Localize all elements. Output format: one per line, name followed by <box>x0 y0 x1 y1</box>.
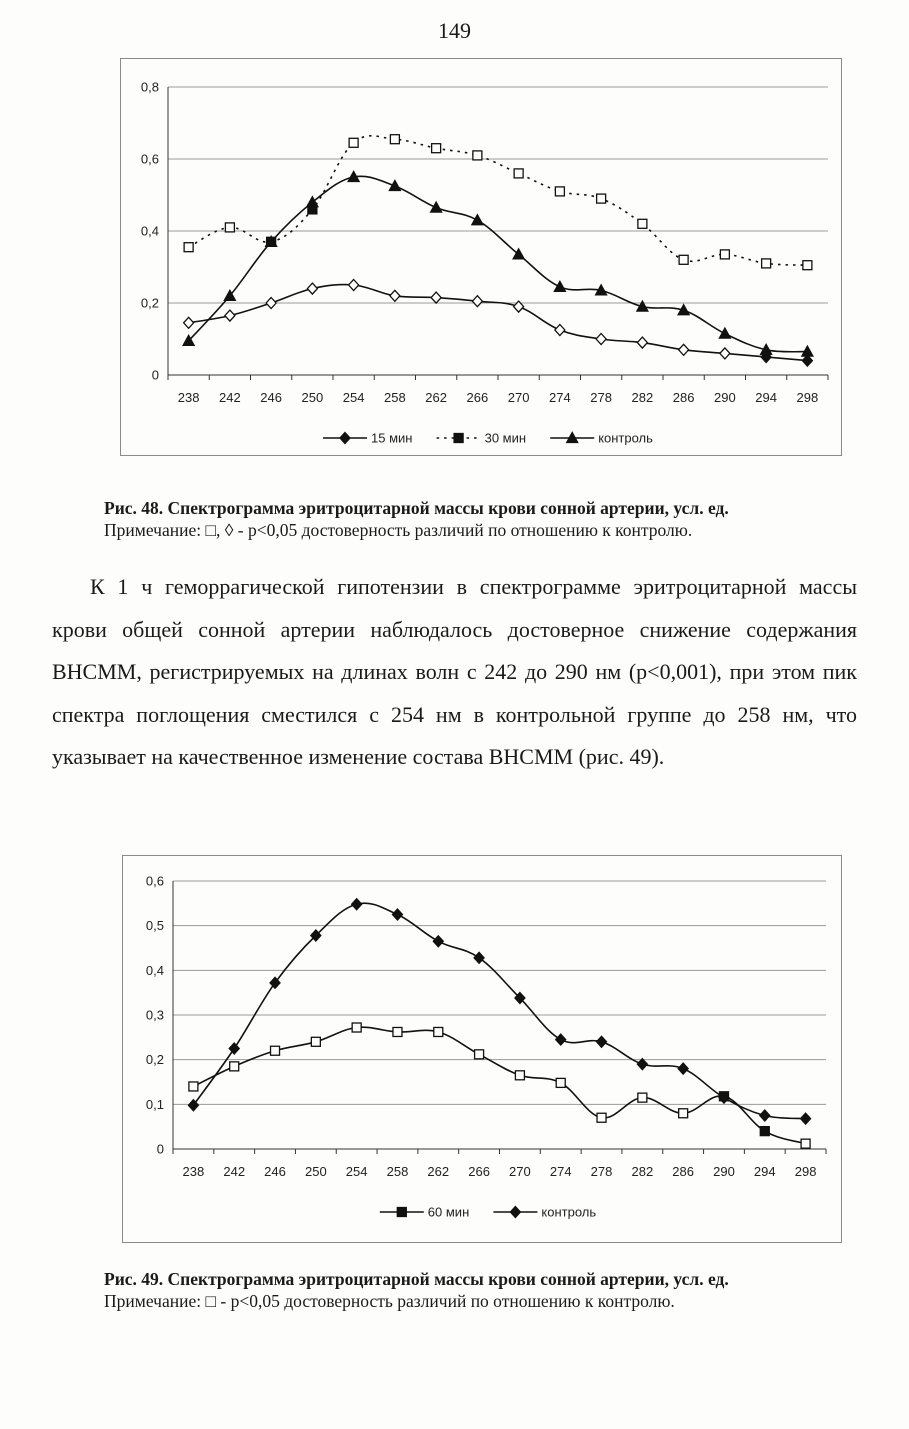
y-tick-label: 0,6 <box>145 873 164 889</box>
y-tick-label: 0,4 <box>140 223 159 239</box>
data-point <box>556 1078 565 1087</box>
series-line-3 <box>189 176 808 352</box>
x-tick-label: 262 <box>425 390 447 405</box>
figure-49-caption <box>104 1268 864 1312</box>
data-point <box>597 1113 606 1122</box>
legend-marker <box>510 1207 520 1218</box>
figure-49-plot <box>123 856 841 1242</box>
data-point <box>637 1059 647 1070</box>
y-tick-label: 0,2 <box>140 295 159 311</box>
figure-49-chart <box>122 855 842 1243</box>
x-tick-label: 242 <box>223 1164 246 1179</box>
legend-label: 60 мин <box>427 1204 470 1220</box>
legend-label: 30 мин <box>484 430 527 446</box>
x-tick-label: 278 <box>590 390 612 405</box>
figure-48-chart <box>120 58 842 456</box>
series-line-1 <box>189 285 808 361</box>
data-point <box>389 181 400 191</box>
x-tick-label: 242 <box>219 390 241 405</box>
data-point <box>433 936 443 947</box>
legend-marker <box>340 433 350 444</box>
data-point <box>352 899 362 910</box>
data-point <box>597 1036 607 1047</box>
legend-label: контроль <box>541 1204 597 1220</box>
y-tick-label: 0 <box>151 367 159 383</box>
data-point <box>307 283 317 294</box>
data-point <box>678 1063 688 1074</box>
series-line-2 <box>189 136 808 265</box>
x-tick-label: 270 <box>509 1164 531 1179</box>
data-point <box>472 296 482 307</box>
x-tick-label: 254 <box>345 1164 368 1179</box>
x-tick-label: 246 <box>264 1164 286 1179</box>
data-point <box>266 298 276 309</box>
data-point <box>556 1034 566 1045</box>
x-tick-label: 294 <box>753 1164 776 1179</box>
x-tick-label: 290 <box>713 1164 735 1179</box>
data-point <box>434 1027 443 1036</box>
data-point <box>390 135 399 144</box>
x-tick-label: 286 <box>672 1164 695 1179</box>
data-point <box>352 1023 361 1032</box>
x-tick-label: 250 <box>304 1164 327 1179</box>
x-tick-label: 298 <box>796 390 819 405</box>
legend-label: 15 мин <box>371 430 413 446</box>
legend-label: контроль <box>598 430 653 446</box>
x-tick-label: 282 <box>631 390 654 405</box>
data-point <box>679 344 689 355</box>
data-point <box>762 259 771 268</box>
x-tick-label: 274 <box>549 390 571 405</box>
data-point <box>431 202 442 212</box>
data-point <box>390 290 400 301</box>
x-tick-label: 258 <box>384 390 406 405</box>
data-point <box>432 144 441 153</box>
data-point <box>349 138 358 147</box>
y-tick-label: 0,8 <box>140 79 159 95</box>
figure-48-plot <box>121 59 841 455</box>
data-point <box>801 1113 811 1124</box>
y-tick-label: 0,1 <box>145 1096 164 1112</box>
figure-48-caption <box>104 497 864 541</box>
data-point <box>760 1110 770 1121</box>
x-tick-label: 250 <box>301 390 324 405</box>
y-tick-label: 0,3 <box>145 1007 164 1023</box>
y-tick-label: 0,5 <box>145 918 164 934</box>
series-line-2 <box>193 903 805 1118</box>
data-point <box>801 1139 810 1148</box>
data-point <box>596 334 606 345</box>
legend-marker <box>397 1208 406 1217</box>
x-tick-label: 266 <box>466 390 489 405</box>
x-tick-label: 262 <box>427 1164 450 1179</box>
data-point <box>679 1109 688 1118</box>
data-point <box>225 310 235 321</box>
page-number: 149 <box>438 18 471 43</box>
data-point <box>474 952 484 963</box>
data-point <box>392 909 402 920</box>
data-point <box>230 1062 239 1071</box>
figure-48-caption-note: Примечание: □, ◊ - р<0,05 достоверность различий по отношению к контролю. <box>104 520 693 540</box>
x-tick-label: 274 <box>549 1164 572 1179</box>
legend-marker <box>454 434 463 443</box>
x-tick-label: 254 <box>342 390 365 405</box>
x-tick-label: 298 <box>794 1164 817 1179</box>
x-tick-label: 282 <box>631 1164 654 1179</box>
data-point <box>719 328 730 338</box>
data-point <box>393 1027 402 1036</box>
figure-49-caption-title: Рис. 49. Спектрограмма эритроцитарной массы крови сонной артерии, усл. ед. <box>104 1269 729 1289</box>
x-tick-label: 294 <box>755 390 777 405</box>
data-point <box>349 280 359 291</box>
data-point <box>760 1127 769 1136</box>
x-tick-label: 238 <box>177 390 200 405</box>
data-point <box>431 292 441 303</box>
data-point <box>475 1050 484 1059</box>
data-point <box>189 1082 198 1091</box>
data-point <box>554 281 565 291</box>
data-point <box>225 223 234 232</box>
data-point <box>720 348 730 359</box>
x-tick-label: 290 <box>714 390 736 405</box>
data-point <box>473 151 482 160</box>
data-point <box>184 317 194 328</box>
data-point <box>720 250 729 259</box>
data-point <box>555 187 564 196</box>
data-point <box>515 1071 524 1080</box>
figure-48-caption-title: Рис. 48. Спектрограмма эритроцитарной массы крови сонной артерии, усл. ед. <box>104 498 729 518</box>
x-tick-label: 286 <box>672 390 695 405</box>
data-point <box>514 169 523 178</box>
x-tick-label: 278 <box>590 1164 613 1179</box>
y-tick-label: 0,6 <box>140 151 159 167</box>
data-point <box>555 325 565 336</box>
data-point <box>311 1037 320 1046</box>
x-tick-label: 238 <box>182 1164 205 1179</box>
data-point <box>184 243 193 252</box>
y-tick-label: 0,4 <box>145 962 164 978</box>
x-tick-label: 270 <box>507 390 530 405</box>
data-point <box>597 194 606 203</box>
body-paragraph: К 1 ч геморрагической гипотензии в спектрограмме эритроцитарной массы крови общей сонной артерии наблюдалось достоверное снижение содержания ВНСММ, регистрируемых на длинах волн с 242 до 290 нм (р<0,001), при этом пик спектра поглощения сместился с 254 нм в контрольной группе до 258 нм, что указывает на качественное изменение состава ВНСММ (рис. 49). <box>52 574 857 769</box>
data-point <box>803 261 812 270</box>
series-line-1 <box>193 1027 805 1143</box>
x-tick-label: 266 <box>468 1164 490 1179</box>
data-point <box>472 215 483 225</box>
data-point <box>271 1046 280 1055</box>
data-point <box>638 1093 647 1102</box>
data-point <box>638 219 647 228</box>
y-tick-label: 0 <box>156 1141 164 1157</box>
figure-49-caption-note: Примечание: □ - р<0,05 достоверность различий по отношению к контролю. <box>104 1291 675 1311</box>
x-tick-label: 258 <box>386 1164 409 1179</box>
data-point <box>637 337 647 348</box>
y-tick-label: 0,2 <box>145 1052 164 1068</box>
x-tick-label: 246 <box>260 390 282 405</box>
data-point <box>679 255 688 264</box>
